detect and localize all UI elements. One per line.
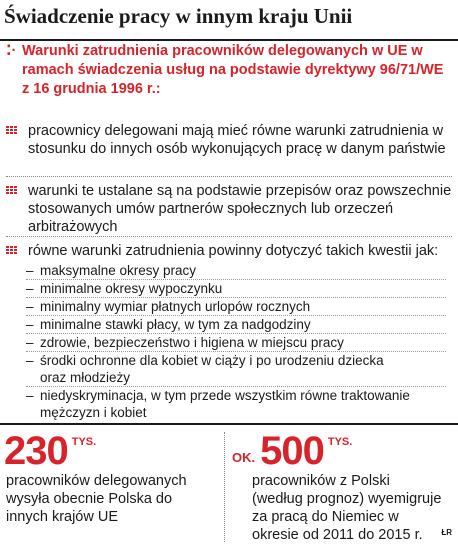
top-rule xyxy=(0,39,458,41)
list-item xyxy=(6,182,452,236)
grid-bullet-icon xyxy=(6,246,18,256)
sublist-item: – minimalny wymiar płatnych urlopów rocznych xyxy=(26,298,446,316)
dots-icon: ⁚· xyxy=(6,43,17,59)
list-item xyxy=(6,242,452,260)
divider xyxy=(6,176,452,177)
author-credit: ŁR xyxy=(441,528,452,537)
sublist-item: – niedyskryminacja, w tym przede wszystkim równe traktowanie mężczyzn i kobiet xyxy=(26,388,410,420)
subtitle xyxy=(6,42,446,99)
list-item-text: równe warunki zatrudnienia powinny dotyczyć takich kwestii jak: xyxy=(28,243,439,259)
stat-unit: TYS. xyxy=(71,436,97,448)
grid-bullet-icon xyxy=(6,126,18,136)
stat-description: pracowników z Polski (według prognoz) wyemigruje za pracą do Niemiec w okresie od 2011 do 2015 r. xyxy=(252,473,442,543)
subtitle-text: Warunki zatrudnienia pracowników delegowanych w UE w ramach świadczenia usług na podstawie dyrektywy 96/71/WE z 16 grudnia 1996 r.: xyxy=(22,43,444,97)
sublist-item: – środki ochronne dla kobiet w ciąży i po urodzeniu dziecka oraz młodzieży xyxy=(26,352,446,387)
sublist-item: – zdrowie, bezpieczeństwo i higiena w miejscu pracy xyxy=(26,334,446,352)
list-item-text: warunki te ustalane są na podstawie przepisów oraz powszechnie stosowanych umów partnerów społecznych lub orzeczeń arbitrażowych xyxy=(28,183,452,235)
list-item-text: pracownicy delegowani mają mieć równe warunki zatrudnienia w stosunku do innych osób wykonujących pracę w danym państwie xyxy=(28,123,446,157)
bottom-rule xyxy=(0,423,458,425)
stat-number: 500 xyxy=(260,429,324,473)
sublist-item: – maksymalne okresy pracy xyxy=(26,262,446,280)
stat-prefix: OK. xyxy=(232,450,256,465)
stat-number: 230 xyxy=(4,429,68,473)
stat-description: pracowników delegowanych wysyła obecnie Polska do innych krajów UE xyxy=(6,473,187,525)
sublist xyxy=(26,262,446,421)
stat-unit: TYS. xyxy=(327,436,353,448)
sublist-item: – minimalne okresy wypoczynku xyxy=(26,280,446,298)
stat-block-right xyxy=(232,429,442,544)
grid-bullet-icon xyxy=(6,186,18,196)
page-title: Świadczenie pracy w innym kraju Unii xyxy=(4,4,353,28)
sublist-item: – minimalne stawki płacy, w tym za nadgodziny xyxy=(26,316,446,334)
divider xyxy=(6,236,452,237)
list-item xyxy=(6,122,452,158)
stat-block-left xyxy=(4,429,214,526)
vertical-divider xyxy=(224,432,225,542)
